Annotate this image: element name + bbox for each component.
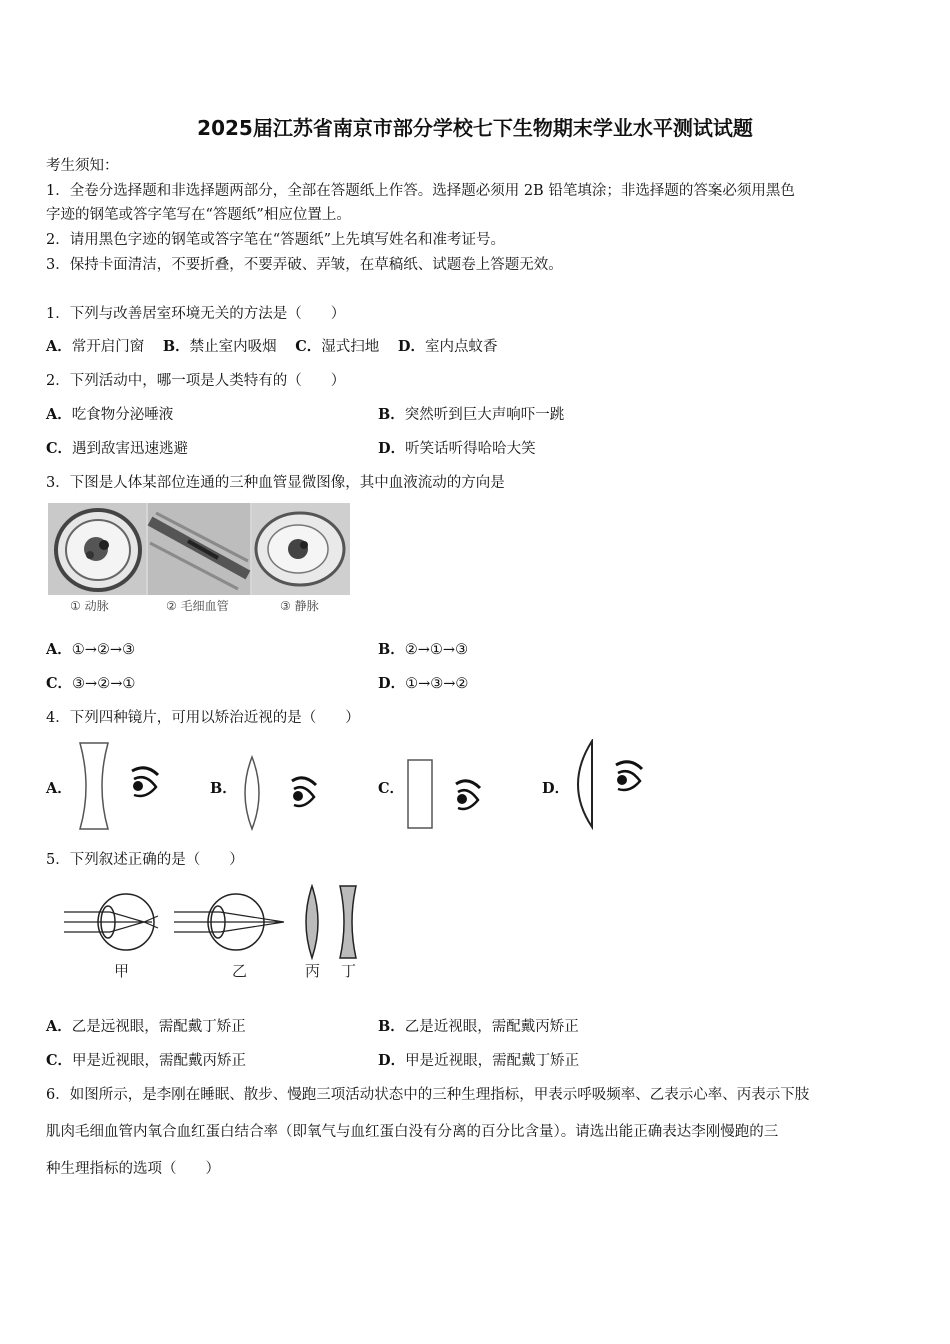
q4-option-a-label: A． [46,780,72,797]
q4-option-b-label: B． [210,780,237,797]
convex-lens-eye [238,755,328,833]
q3-option-a: A．①→②→③ [46,641,136,658]
caption-capillary: ② 毛细血管 [166,599,229,613]
q6-line-3: 种生理指标的选项（ ） [46,1161,220,1177]
flat-lens-eye [404,758,494,830]
label-yi: 乙 [232,962,248,980]
label-ding: 丁 [341,962,357,980]
page-title: 2025届江苏省南京市部分学校七下生物期末学业水平测试试题 [197,116,753,140]
eye-and-lens-diagram [62,884,366,984]
blood-vessel-micrographs [48,503,350,615]
notice-line-3: 3．保持卡面清洁，不要折叠，不要弄破、弄皱，在草稿纸、试题卷上答题无效。 [46,257,563,273]
q5-option-b: B．乙是近视眼，需配戴丙矫正 [378,1018,579,1035]
q6-line-1: 6．如图所示，是李刚在睡眠、散步、慢跑三项活动状态中的三种生理指标，甲表示呼吸频率、乙表示心率、丙表示下肢 [46,1087,810,1103]
caption-artery: ① 动脉 [70,599,109,613]
q4-stem: 4．下列四种镜片，可用以矫治近视的是（ ） [46,710,360,726]
q1-option-a: A．常开启门窗 [46,338,145,355]
q5-option-c: C．甲是近视眼，需配戴丙矫正 [46,1052,247,1069]
q1-option-b: B．禁止室内吸烟 [162,338,277,355]
artery-image [48,503,146,595]
vein-image [252,503,350,595]
notice-heading: 考生须知： [46,158,119,174]
q2-option-b: B．突然听到巨大声响吓一跳 [378,406,565,423]
capillary-image [148,503,250,595]
q5-option-d: D．甲是近视眼，需配戴丁矫正 [378,1052,580,1069]
q5-stem: 5．下列叙述正确的是（ ） [46,852,244,868]
lens-bing [306,886,318,958]
q3-option-d: D．①→③→② [378,675,469,692]
caption-vein: ③ 静脉 [280,599,319,613]
q1-option-c: C．湿式扫地 [295,338,380,355]
q2-option-a: A．吃食物分泌唾液 [46,406,174,423]
q2-stem: 2．下列活动中，哪一项是人类特有的（ ） [46,373,346,389]
q1-options [46,335,497,356]
q1-stem: 1．下列与改善居室环境无关的方法是（ ） [46,306,346,322]
q3-option-c: C．③→②→① [46,675,136,692]
q4-option-c-label: C． [378,780,405,797]
q6-line-2: 肌肉毛细血管内氧合血红蛋白结合率（即氧气与血红蛋白没有分离的百分比含量）。请选出能正确表达李刚慢跑的三 [46,1124,779,1140]
q2-option-c: C．遇到敌害迅速逃避 [46,440,189,457]
label-jia: 甲 [114,962,130,980]
notice-line-1b: 字迹的钢笔或答字笔写在“答题纸”相应位置上。 [46,207,351,223]
eye-yi [174,894,284,950]
notice-line-1a: 1．全卷分选择题和非选择题两部分，全部在答题纸上作答。选择题必须用 2B 铅笔填涂；非选择题的答案必须用黑色 [46,183,795,199]
lens-ding [340,886,356,958]
q4-option-d-label: D． [542,780,570,797]
label-bing: 丙 [305,962,321,980]
notice-line-2: 2．请用黑色字迹的钢笔或答字笔在“答题纸”上先填写姓名和准考证号。 [46,232,506,248]
q2-option-d: D．听笑话听得哈哈大笑 [378,440,536,457]
q3-stem: 3．下图是人体某部位连通的三种血管显微图像，其中血液流动的方向是 [46,475,505,491]
concave-lens-eye [76,741,166,833]
q5-option-a: A．乙是远视眼，需配戴丁矫正 [46,1018,246,1035]
eye-jia [64,894,158,950]
q1-option-d: D．室内点蚊香 [397,338,498,355]
plano-convex-lens-eye [568,739,658,831]
q3-option-b: B．②→①→③ [378,641,469,658]
